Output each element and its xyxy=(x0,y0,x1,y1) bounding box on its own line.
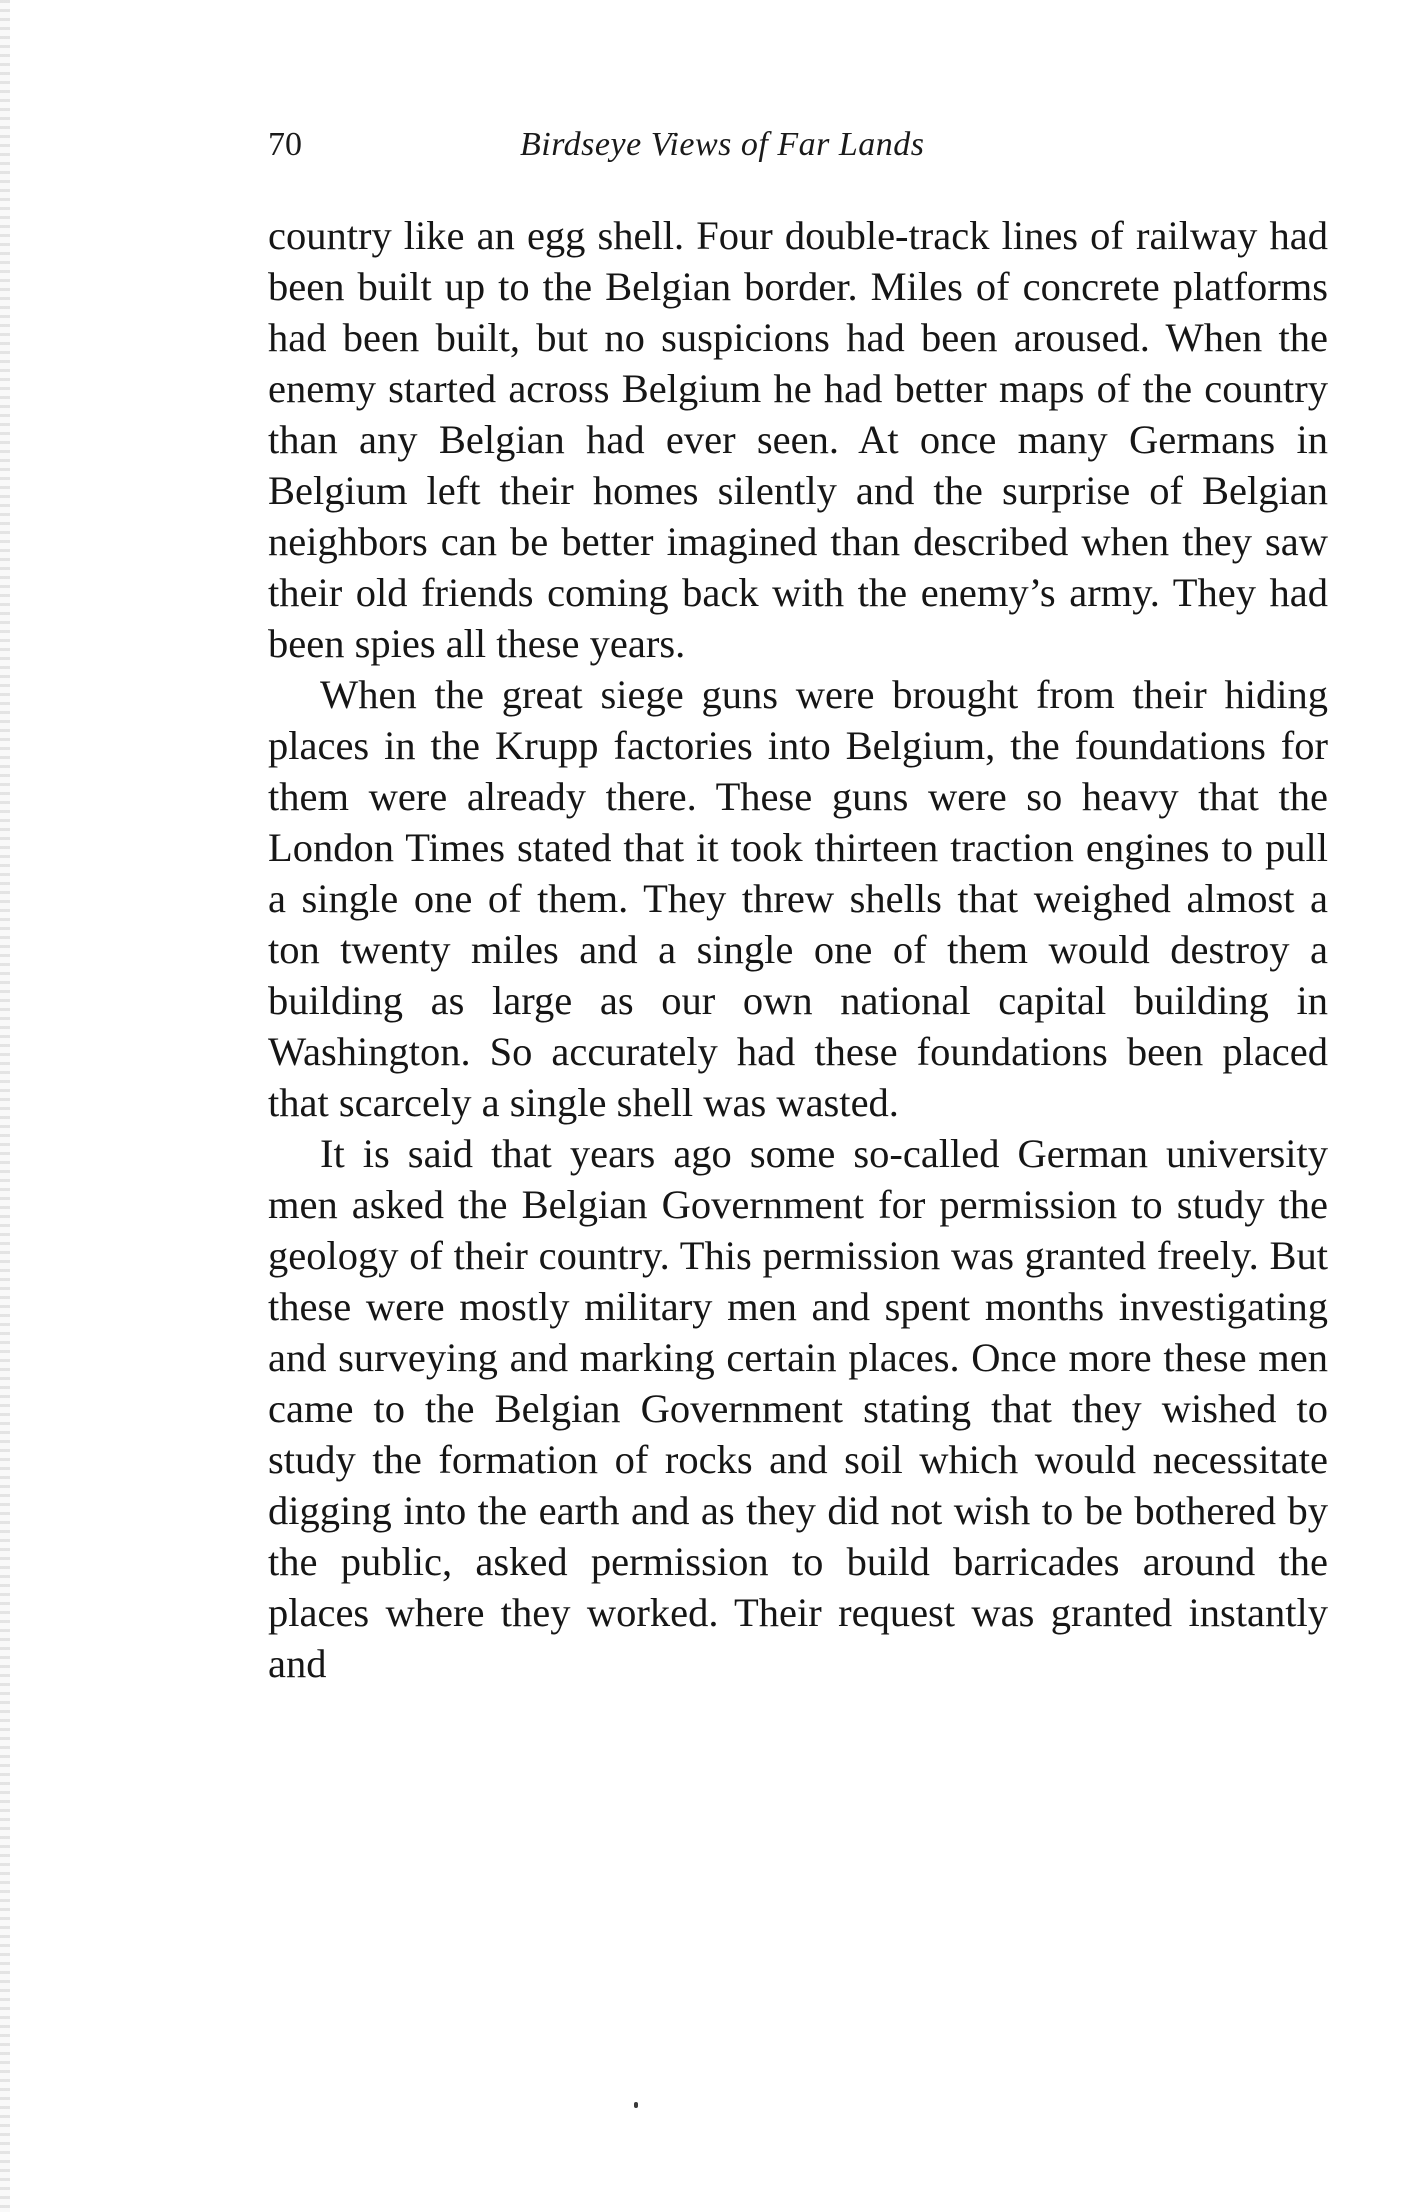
page-number: 70 xyxy=(268,126,302,163)
running-head xyxy=(268,120,1328,170)
print-speck xyxy=(634,2102,638,2108)
body-text xyxy=(268,210,1328,1689)
scan-edge-artifact xyxy=(0,0,10,2212)
paragraph-continued: country like an egg shell. Four double-track lines of railway had been built up to the Belgian border. Miles of concrete platforms had been built, but no suspicions had been aroused. When the enemy started across Belgium he had better maps of the country than any Belgian had ever seen. At once many Germans in Belgium left their homes silently and the surprise of Belgian neighbors can be better imagined than described when they saw their old friends coming back with the enemy’s army. They had been spies all these years. xyxy=(268,213,1328,666)
paragraph-siege-guns: When the great siege guns were brought from their hiding places in the Krupp factories into Belgium, the foundations for them were already there. These guns were so heavy that the London Times stated that it took thirteen traction engines to pull a single one of them. They threw shells that weighed almost a ton twenty miles and a single one of them would destroy a building as large as our own national capital building in Washington. So accurately had these foundations been placed that scarcely a single shell was wasted. xyxy=(268,672,1328,1125)
running-title: Birdseye Views of Far Lands xyxy=(520,126,925,163)
paragraph-geology: It is said that years ago some so-called German university men asked the Belgian Government for permission to study the geology of their country. This permission was granted freely. But these were mostly military men and spent months investigating and surveying and marking certain places. Once more these men came to the Belgian Government stating that they wished to study the formation of rocks and soil which would necessitate digging into the earth and as they did not wish to be bothered by the public, asked permission to build barricades around the places where they worked. Their request was granted instantly and xyxy=(268,1131,1328,1686)
